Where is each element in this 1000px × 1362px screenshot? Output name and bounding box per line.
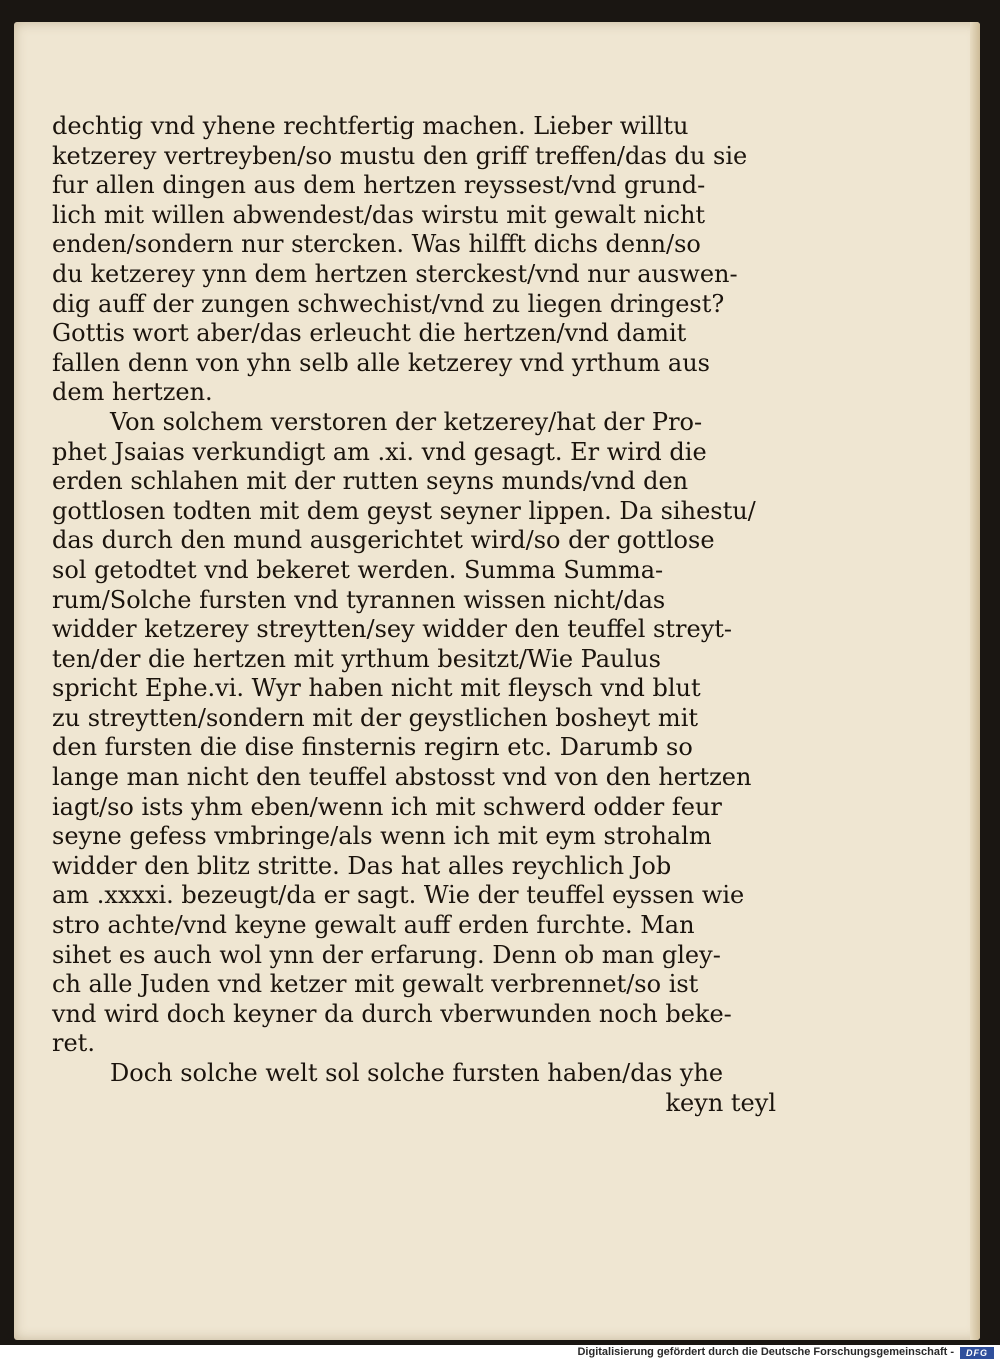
text-line: widder den blitz stritte. Das hat alles reychlich Job	[52, 851, 672, 880]
paragraph-start-line: Von solchem verstoren der ketzerey/hat der Pro-	[110, 407, 703, 436]
text-line: dechtig vnd yhene rechtfertig machen. Lieber willtu	[52, 112, 689, 140]
text-line: gottlosen todten mit dem geyst seyner lippen. Da sihestu/	[52, 496, 756, 525]
text-line: rum/Solche fursten vnd tyrannen wissen nicht/das	[52, 585, 666, 614]
text-line: enden/sondern nur stercken. Was hilfft dichs denn/so	[52, 230, 701, 259]
text-line: sihet es auch wol ynn der erfarung. Denn ob man gley-	[52, 940, 721, 969]
text-line: iagt/so ists yhm eben/wenn ich mit schwerd odder feur	[52, 792, 722, 821]
text-line: dem hertzen.	[52, 378, 213, 407]
text-line: lich mit willen abwendest/das wirstu mit gewalt nicht	[52, 200, 706, 229]
text-line: sol getodtet vnd bekeret werden. Summa Summa-	[52, 555, 664, 584]
dfg-logo: DFG	[960, 1347, 994, 1359]
catchword: keyn teyl	[665, 1088, 776, 1117]
text-line: widder ketzerey streytten/sey widder den teuffel streyt-	[52, 615, 733, 644]
text-line: das durch den mund ausgerichtet wird/so der gottlose	[52, 526, 715, 555]
page-text	[52, 112, 782, 1118]
text-line: spricht Ephe.vi. Wyr haben nicht mit fleysch vnd blut	[52, 674, 701, 703]
text-line: den fursten die dise finsternis regirn etc. Darumb so	[52, 733, 693, 762]
paragraph-start-line: Doch solche welt sol solche fursten haben/das yhe	[110, 1059, 724, 1087]
text-line: seyne gefess vmbringe/als wenn ich mit eym strohalm	[52, 822, 712, 851]
text-line: lange man nicht den teuffel abstosst vnd von den hertzen	[52, 763, 752, 792]
text-line: vnd wird doch keyner da durch vberwunden noch beke-	[52, 999, 732, 1028]
text-line: zu streytten/sondern mit der geystlichen bosheyt mit	[52, 703, 699, 732]
text-line: erden schlahen mit der rutten seyns munds/vnd den	[52, 467, 689, 496]
footer-bar	[0, 1345, 1000, 1362]
text-line: du ketzerey ynn dem hertzen sterckest/vnd nur auswen-	[52, 259, 738, 288]
funding-credit: Digitalisierung gefördert durch die Deutsche Forschungsgemeinschaft -	[577, 1346, 954, 1358]
text-line: dig auff der zungen schwechist/vnd zu liegen dringest?	[52, 289, 725, 318]
text-line: ten/der die hertzen mit yrthum besitzt/Wie Paulus	[52, 644, 661, 673]
text-line: stro achte/vnd keyne gewalt auff erden furchte. Man	[52, 911, 695, 940]
text-line: ch alle Juden vnd ketzer mit gewalt verbrennet/so ist	[52, 970, 699, 999]
text-line: am .xxxxi. bezeugt/da er sagt. Wie der teuffel eyssen wie	[52, 881, 745, 910]
text-line: phet Jsaias verkundigt am .xi. vnd gesagt. Er wird die	[52, 437, 707, 466]
text-line: fallen denn von yhn selb alle ketzerey vnd yrthum aus	[52, 348, 710, 377]
text-line: ret.	[52, 1029, 95, 1058]
text-line: ketzerey vertreyben/so mustu den griff treffen/das du sie	[52, 141, 748, 170]
text-line: Gottis wort aber/das erleucht die hertzen/vnd damit	[52, 319, 687, 348]
book-page	[14, 22, 980, 1340]
page-edge	[970, 22, 980, 1340]
text-line: fur allen dingen aus dem hertzen reyssest/vnd grund-	[52, 171, 706, 200]
